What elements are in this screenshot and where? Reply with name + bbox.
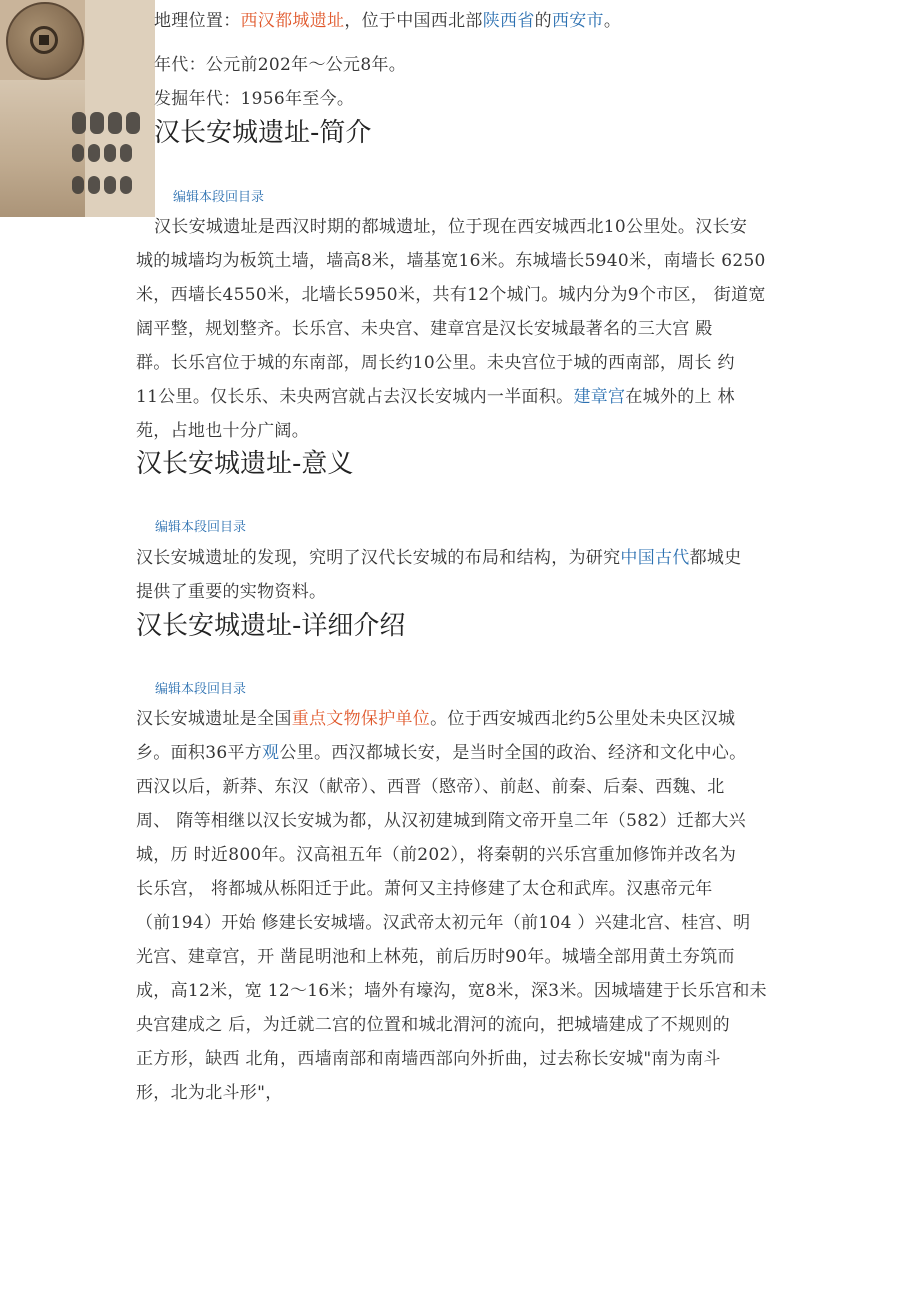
paragraph-line: 周、 隋等相继以汉长安城为都，从汉初建城到隋文帝开皇二年（582）迁都大兴 <box>136 811 746 831</box>
paragraph-text: 都城史 <box>689 548 742 568</box>
section-heading-intro: 汉长安城遗址-简介 <box>154 118 372 148</box>
artifact-glyph <box>72 144 84 162</box>
section-heading-significance: 汉长安城遗址-意义 <box>136 449 354 479</box>
paragraph-line: 城的城墙均为板筑土墙，墙高8米，墙基宽16米。东城墙长5940米，南墙长 6250 <box>136 251 766 271</box>
link-xian[interactable]: 西安市 <box>551 11 604 31</box>
paragraph-text: 公里。西汉都城长安，是当时全国的政治、经济和文化中心。 <box>279 743 747 763</box>
location-line <box>154 4 621 38</box>
paragraph-line: 形，北为北斗形"， <box>136 1083 283 1103</box>
link-guan[interactable]: 观 <box>262 743 280 763</box>
paragraph-line <box>136 380 735 414</box>
artifact-glyph <box>72 112 86 134</box>
edit-section-link[interactable]: 编辑本段回目录 <box>155 682 247 697</box>
paragraph-line: 群。长乐宫位于城的东南部，周长约10公里。未央宫位于城的西南部，周长 约 <box>136 353 735 373</box>
paragraph-line: 长乐宫， 将都城从栎阳迁于此。萧何又主持修建了太仓和武库。汉惠帝元年 <box>136 879 713 899</box>
paragraph-text: 汉长安城遗址是全国 <box>136 709 292 729</box>
paragraph-line: 央宫建成之 后，为迁就二宫的位置和城北渭河的流向，把城墙建成了不规则的 <box>136 1015 730 1035</box>
artifact-glyph-row <box>72 112 140 134</box>
paragraph-text: 汉长安城遗址的发现，究明了汉代长安城的布局和结构，为研究 <box>136 548 621 568</box>
paragraph-line: 西汉以后，新莽、东汉（献帝）、西晋（愍帝）、前赵、前秦、后秦、西魏、北 <box>136 777 725 797</box>
artifact-glyph-row <box>72 144 132 162</box>
artifact-glyph-row <box>72 176 132 194</box>
paragraph-text: 。位于西安城西北约5公里处未央区汉城 <box>430 709 736 729</box>
paragraph-text: 在城外的上 林 <box>625 387 735 407</box>
edit-section-link[interactable]: 编辑本段回目录 <box>155 520 247 535</box>
paragraph-line: 提供了重要的实物资料。 <box>136 582 327 602</box>
artifact-glyph <box>88 144 100 162</box>
paragraph-line <box>136 702 735 736</box>
artifact-glyph <box>104 176 116 194</box>
artifact-glyph <box>104 144 116 162</box>
era-line: 年代：公元前202年～公元8年。 <box>154 55 407 75</box>
paragraph-text: 乡。面积36平方 <box>136 743 263 763</box>
link-key-heritage-unit[interactable]: 重点文物保护单位 <box>291 709 431 729</box>
link-shaanxi[interactable]: 陕西省 <box>482 11 535 31</box>
link-xihan-capital[interactable]: 西汉都城遗址 <box>240 11 345 31</box>
paragraph-text: 11公里。仅长乐、未央两宫就占去汉长安城内一半面积。 <box>136 387 574 407</box>
paragraph-line: 苑，占地也十分广阔。 <box>136 421 309 441</box>
artifact-glyph <box>88 176 100 194</box>
artifact-glyph <box>90 112 104 134</box>
link-ancient-china[interactable]: 中国古代 <box>620 548 690 568</box>
paragraph-line: 正方形，缺西 北角，西墙南部和南墙西部向外折曲，过去称长安城"南为南斗 <box>136 1049 721 1069</box>
paragraph-line <box>136 541 742 575</box>
excavation-line: 发掘年代：1956年至今。 <box>154 89 355 109</box>
location-text: ，位于中国西北部 <box>344 11 483 31</box>
artifact-photo <box>0 0 155 217</box>
artifact-glyph <box>120 176 132 194</box>
paragraph-line: 米，西墙长4550米，北墙长5950米，共有12个城门。城内分为9个市区， 街道宽 <box>136 285 766 305</box>
edit-section-link[interactable]: 编辑本段回目录 <box>173 190 265 205</box>
paragraph-line: （前194）开始 修建长安城墙。汉武帝太初元年（前104 ）兴建北宫、桂宫、明 <box>136 913 751 933</box>
paragraph-line <box>136 736 746 770</box>
location-text: 的 <box>534 11 552 31</box>
paragraph-line: 城，历 时近800年。汉高祖五年（前202），将秦朝的兴乐宫重加修饰并改名为 <box>136 845 737 865</box>
location-text: 。 <box>603 11 622 31</box>
artifact-glyph <box>120 144 132 162</box>
section-heading-details: 汉长安城遗址-详细介绍 <box>136 611 406 641</box>
paragraph-line: 光宫、建章宫，开 凿昆明池和上林苑，前后历时90年。城墙全部用黄土夯筑而 <box>136 947 735 967</box>
paragraph-line: 阔平整，规划整齐。长乐宫、未央宫、建章宫是汉长安城最著名的三大宫 殿 <box>136 319 713 339</box>
ancient-coin-image <box>6 2 84 80</box>
paragraph-line: 成，高12米，宽 12～16米；墙外有壕沟，宽8米，深3米。因城墙建于长乐宫和未 <box>136 981 767 1001</box>
artifact-glyph <box>126 112 140 134</box>
artifact-glyph <box>108 112 122 134</box>
paragraph-line: 汉长安城遗址是西汉时期的都城遗址，位于现在西安城西北10公里处。汉长安 <box>154 217 748 237</box>
coin-hole <box>39 35 49 45</box>
artifact-glyph <box>72 176 84 194</box>
link-jianzhang-palace[interactable]: 建章宫 <box>573 387 626 407</box>
location-label: 地理位置： <box>154 11 241 31</box>
